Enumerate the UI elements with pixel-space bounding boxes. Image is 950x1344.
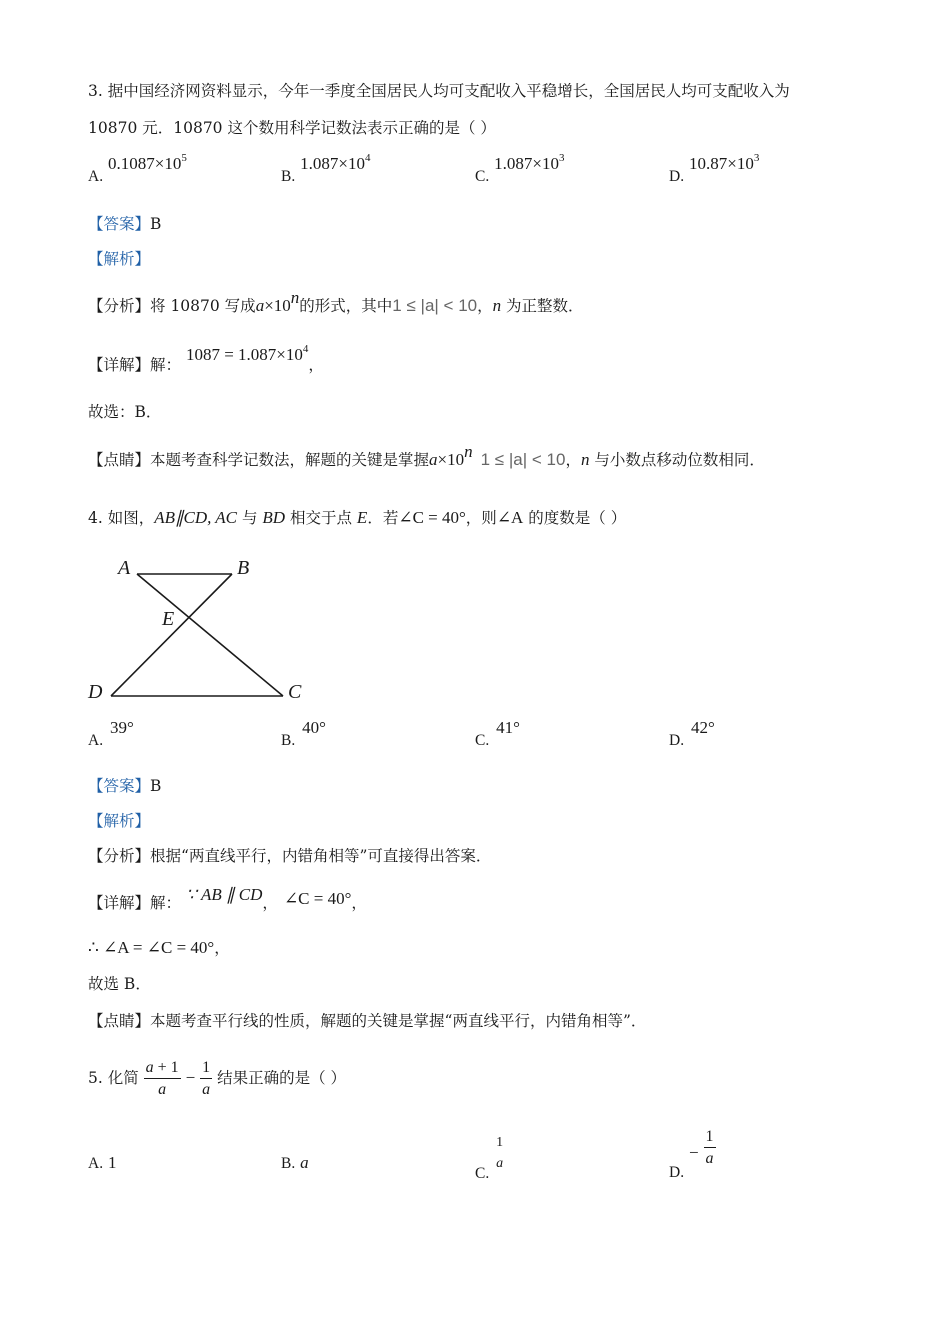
q3-comment: 【点睛】本题考查科学记数法，解题的关键是掌握$a\times 10^n$ 1 ≤ |a| < 10，n 与小数点移动位数相同．	[88, 442, 765, 469]
q5-option-b: B. a	[281, 1153, 309, 1172]
q3-option-c: C. $1.087\times 10^3$	[475, 152, 565, 185]
q4-detail: 【详解】解： ∵ AB ∥ CD， ∠C = 40°，	[88, 885, 367, 912]
q5-stem: 5. 化简 $\frac{a + 1}{a}$ − $\frac{1}{a}$ 结果正确的是（ ）	[88, 1059, 347, 1098]
segment-ac	[137, 574, 283, 696]
label-c: C	[288, 681, 302, 703]
q3-stem-line2: 10870 元．10870 这个数用科学记数法表示正确的是（ ）	[88, 119, 496, 137]
q3-option-b: B. $1.087\times 10^4$	[281, 152, 371, 185]
q5-option-c: C. 1 a	[475, 1135, 504, 1182]
q4-option-c: C. 41°	[475, 718, 520, 749]
q4-answer: 【答案】B	[88, 777, 162, 795]
q3-answer: 【答案】B	[88, 215, 162, 233]
segment-bd	[111, 574, 232, 696]
q3-fenxi: 【分析】将 10870 写成$a\times 10^n$的形式，其中1 ≤ |a| < 10，n 为正整数．	[88, 288, 584, 315]
q3-choose: 故选：B．	[88, 403, 162, 421]
q4-option-a: A. 39°	[88, 718, 134, 749]
q3-stem-line1: 3. 据中国经济网资料显示，今年一季度全国居民人均可支配收入平稳增长，全国居民人均可支配收入为	[88, 82, 790, 100]
q5-fraction-1: $\frac{a + 1}{a}$	[145, 1059, 179, 1098]
q5-option-d: D. − $\frac{1}{a}$	[669, 1128, 714, 1181]
q4-choose: 故选 B．	[88, 975, 151, 993]
label-b: B	[237, 557, 250, 579]
q4-therefore: ∴ ∠A = ∠C = 40°，	[88, 938, 230, 957]
q3-detail: 【详解】解： $1087 = 1.087\times 10^4$，	[88, 343, 324, 374]
q5-fraction-2: $\frac{1}{a}$	[202, 1059, 211, 1098]
label-e: E	[162, 608, 175, 630]
q4-geometry-figure	[80, 552, 320, 712]
q5-option-a: A. 1	[88, 1153, 117, 1172]
label-d: D	[88, 681, 103, 703]
label-a: A	[118, 557, 131, 579]
q4-comment: 【点睛】本题考查平行线的性质，解题的关键是掌握“两直线平行，内错角相等”．	[88, 1012, 647, 1030]
q3-analysis-tag: 【解析】	[88, 250, 151, 268]
q4-analysis-tag: 【解析】	[88, 812, 151, 830]
q4-fenxi: 【分析】根据“两直线平行，内错角相等”可直接得出答案．	[88, 847, 492, 865]
q4-stem: 4. 如图，AB∥CD, AC 与 BD 相交于点 E．若∠C = 40°，则∠A 的度数是（ ）	[88, 508, 627, 527]
q4-option-d: D. 42°	[669, 718, 715, 749]
q3-option-d: D. $10.87\times 10^3$	[669, 152, 760, 185]
q4-option-b: B. 40°	[281, 718, 326, 749]
q3-option-a: A. $0.1087\times 10^5$	[88, 152, 187, 185]
